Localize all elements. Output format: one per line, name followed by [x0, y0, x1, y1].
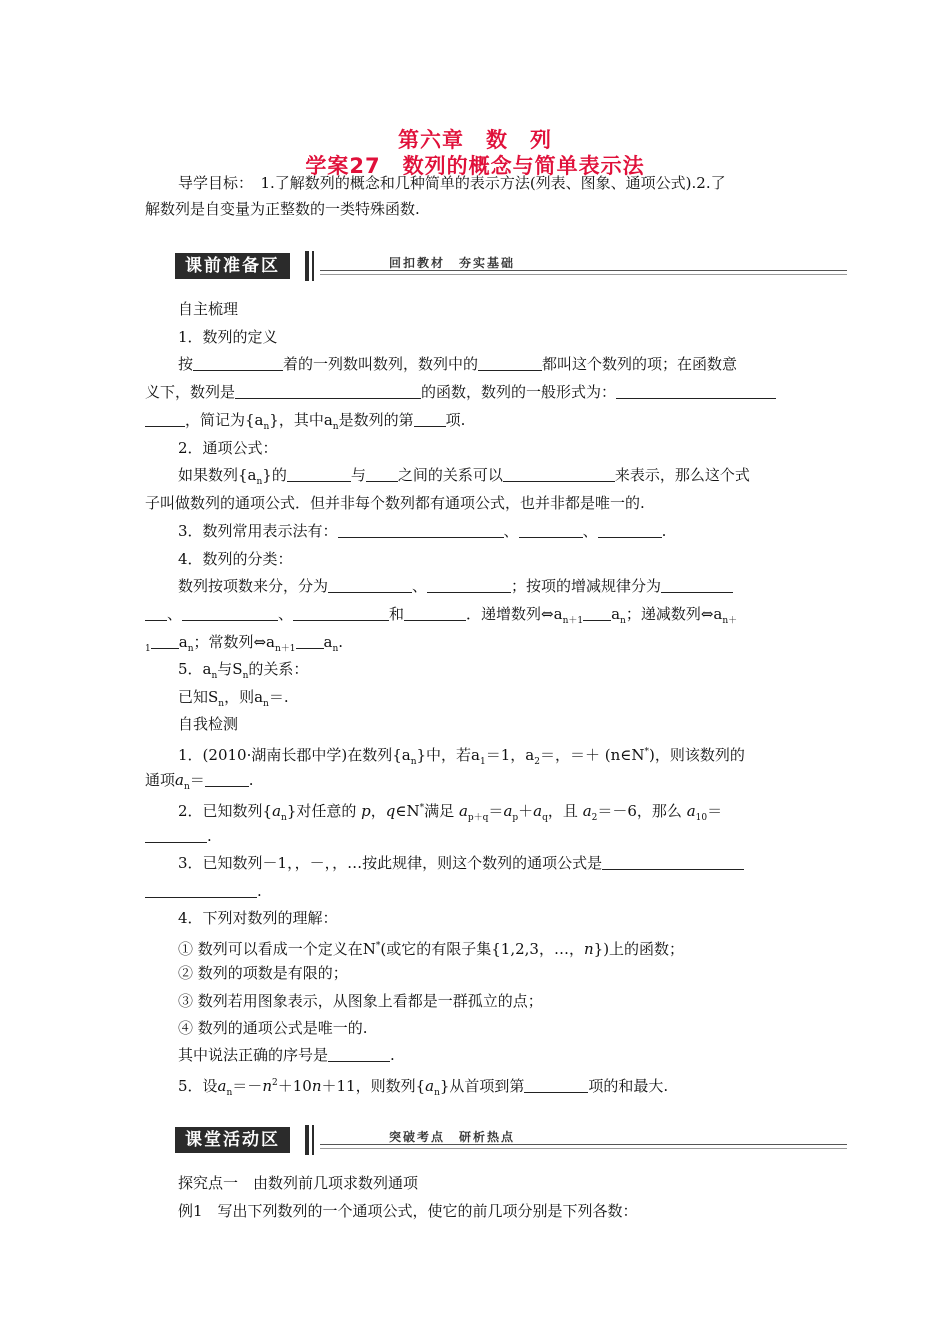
blank[interactable]: [151, 634, 179, 649]
blank[interactable]: [193, 356, 283, 371]
goal-line-2: 解数列是自变量为正整数的一类特殊函数.: [145, 200, 420, 218]
blank[interactable]: [478, 356, 542, 371]
banner-bar: [305, 251, 309, 281]
review-s1-title: 1．数列的定义: [178, 328, 278, 346]
blank[interactable]: [293, 606, 389, 621]
blank[interactable]: [661, 578, 733, 593]
blank[interactable]: [366, 467, 398, 482]
blank[interactable]: [616, 384, 776, 399]
review-s4-line1: 数列按项数来分，分为 、 ；按项的增减规律分为: [178, 576, 733, 596]
blank[interactable]: [524, 1078, 588, 1093]
blank[interactable]: [404, 606, 466, 621]
activity-example1: 例1 写出下列数列的一个通项公式，使它的前几项分别是下列各数：: [178, 1202, 638, 1220]
blank[interactable]: [145, 828, 207, 843]
blank[interactable]: [598, 523, 662, 538]
blank[interactable]: [602, 855, 744, 870]
blank[interactable]: [519, 523, 583, 538]
check-q4-item1: ① 数列可以看成一个定义在N*(或它的有限子集{1,2,3，…，n})上的函数；: [178, 940, 685, 958]
blank[interactable]: [414, 412, 446, 427]
check-q3-line1: 3．已知数列－1，，－，，…按此规律，则这个数列的通项公式是: [178, 853, 744, 873]
check-q4-item4: ④ 数列的通项公式是唯一的.: [178, 1019, 368, 1037]
blank[interactable]: [205, 772, 249, 787]
check-heading: 自我检测: [178, 715, 239, 733]
review-s5-title: 5．$a_n$与$S_n$的关系：: [178, 660, 309, 681]
review-heading: 自主梳理: [178, 300, 239, 318]
banner-subtitle: 突破考点 研析热点: [389, 1130, 516, 1144]
goal-line-1: 导学目标： 1.了解数列的概念和几种简单的表示方法(列表、图象、通项公式).2.了: [178, 174, 726, 192]
blank[interactable]: [328, 578, 412, 593]
section-banner-activity: [175, 1125, 847, 1155]
check-q4-item2: ② 数列的项数是有限的；: [178, 964, 348, 982]
review-s4-line2: 、 、 和 ．递增数列$\Leftrightarrow a_{n+1}$ $a_n$；递减数列$\Leftrightarrow a_{n+}$: [145, 604, 737, 631]
blank[interactable]: [182, 606, 278, 621]
banner-bar: [305, 1125, 309, 1155]
review-s1-line1: 按 着的一列数叫数列，数列中的 都叫这个数列的项；在函数意: [178, 355, 738, 373]
blank[interactable]: [328, 1047, 390, 1062]
blank[interactable]: [296, 634, 324, 649]
activity-point1: 探究点一 由数列前几项求数列通项: [178, 1174, 419, 1192]
blank[interactable]: [287, 467, 351, 482]
blank[interactable]: [145, 606, 167, 621]
banner-title: 课堂活动区: [175, 1127, 290, 1153]
check-q2-line1: 2．已知数列$\{a_n\}$对任意的 p，q∈N*满足 $a_{p+q}=a_p+a_q$，且 $a_2=-6$，那么 $a_{10}=$: [178, 802, 723, 823]
blank[interactable]: [235, 384, 421, 399]
banner-title: 课前准备区: [175, 253, 290, 279]
check-q3-line2: .: [145, 881, 262, 901]
section-banner-prep: [175, 251, 847, 281]
blank[interactable]: [145, 883, 257, 898]
review-s4-title: 4．数列的分类：: [178, 550, 293, 568]
lesson-title: 学案27 数列的概念与简单表示法: [305, 154, 645, 178]
review-s2-line1: 如果数列$\{a_n\}$的 与 之间的关系可以 来表示，那么这个式: [178, 466, 750, 487]
check-q4-answer: 其中说法正确的序号是 .: [178, 1046, 395, 1064]
chapter-title: 第六章 数 列: [398, 128, 552, 152]
check-q2-line2: .: [145, 826, 212, 846]
check-q5: 5．设$a_n=-n^2+10n+11$，则数列$\{a_n\}$从首项到第 项的和最大.: [178, 1077, 669, 1098]
review-s3: 3．数列常用表示法有： 、 、 .: [178, 522, 667, 540]
banner-bar-thin: [312, 251, 314, 281]
review-s5-line: 已知$S_n$，则$a_n=$.: [178, 688, 289, 709]
check-q4-item3: ③ 数列若用图象表示，从图象上看都是一群孤立的点；: [178, 992, 543, 1010]
blank[interactable]: [503, 467, 615, 482]
blank[interactable]: [427, 578, 511, 593]
review-s2-title: 2．通项公式：: [178, 439, 278, 457]
banner-bar-thin: [312, 1125, 314, 1155]
review-s1-line2: 义下，数列是 的函数，数列的一般形式为：: [145, 382, 776, 402]
review-s4-line3: $_1$ $a_n$；常数列$\Leftrightarrow a_{n+1}$ $a_n$.: [145, 633, 344, 654]
blank[interactable]: [145, 412, 185, 427]
check-q1-line2: 通项$a_n=$ .: [145, 771, 254, 792]
blank[interactable]: [583, 606, 611, 621]
check-q1-line1: 1．(2010·湖南长郡中学)在数列$\{a_n\}$中，若$a_1=1$，$a_2=$，＝＋ (n∈N*)，则该数列的: [178, 746, 745, 767]
banner-rule: [320, 1144, 847, 1149]
review-s2-line2: 子叫做数列的通项公式．但并非每个数列都有通项公式，也并非都是唯一的.: [145, 494, 645, 512]
check-q4-title: 4．下列对数列的理解：: [178, 909, 338, 927]
review-s1-line3: ，简记为$\{a_n\}$，其中$a_n$是数列的第 项.: [145, 410, 465, 437]
banner-subtitle: 回扣教材 夯实基础: [389, 256, 516, 270]
blank[interactable]: [338, 523, 504, 538]
banner-rule: [320, 270, 847, 275]
